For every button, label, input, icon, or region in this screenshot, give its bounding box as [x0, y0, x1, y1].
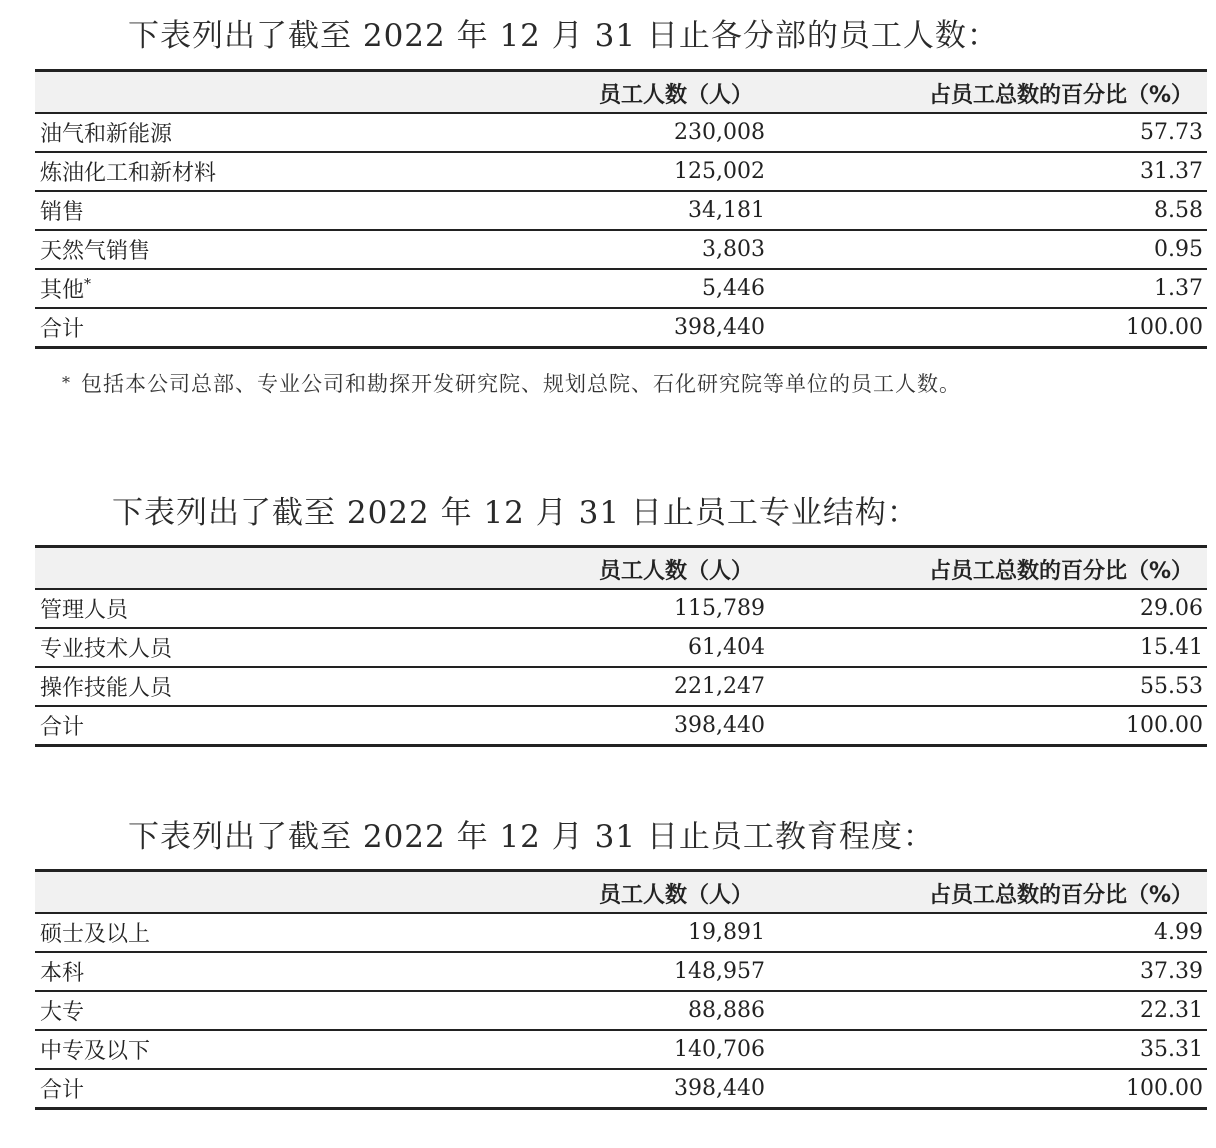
row-label: 专业技术人员 — [35, 628, 290, 667]
row-label: 硕士及以上 — [35, 913, 290, 952]
table-row — [35, 1030, 1207, 1069]
profession-intro: 下表列出了截至 2022 年 12 月 31 日止员工专业结构： — [112, 495, 919, 531]
header-label — [35, 547, 290, 590]
row-percent: 35.31 — [765, 1030, 1207, 1069]
row-count: 398,440 — [290, 706, 765, 746]
row-label: 合计 — [35, 1069, 290, 1109]
row-count: 140,706 — [290, 1030, 765, 1069]
row-label: 大专 — [35, 991, 290, 1030]
row-percent: 100.00 — [765, 1069, 1207, 1109]
row-label: 合计 — [35, 706, 290, 746]
table-header-row — [35, 71, 1207, 114]
header-label — [35, 871, 290, 914]
header-label — [35, 71, 290, 114]
row-percent: 22.31 — [765, 991, 1207, 1030]
row-percent: 15.41 — [765, 628, 1207, 667]
row-label-cell — [35, 269, 290, 308]
row-label: 其他 — [40, 278, 85, 303]
segment-intro: 下表列出了截至 2022 年 12 月 31 日止各分部的员工人数： — [128, 18, 999, 54]
header-percent: 占员工总数的百分比（%） — [765, 547, 1207, 590]
row-count: 3,803 — [290, 230, 765, 269]
table-row — [35, 628, 1207, 667]
row-count: 88,886 — [290, 991, 765, 1030]
segment-table — [35, 69, 1207, 349]
table-row — [35, 589, 1207, 628]
table-row — [35, 667, 1207, 706]
row-count: 398,440 — [290, 308, 765, 348]
table-total-row — [35, 706, 1207, 746]
row-percent: 37.39 — [765, 952, 1207, 991]
table-header-row — [35, 547, 1207, 590]
row-percent: 29.06 — [765, 589, 1207, 628]
row-label: 操作技能人员 — [35, 667, 290, 706]
table-row — [35, 991, 1207, 1030]
table-row — [35, 152, 1207, 191]
row-label: 天然气销售 — [35, 230, 290, 269]
row-percent: 100.00 — [765, 706, 1207, 746]
row-percent: 31.37 — [765, 152, 1207, 191]
row-count: 148,957 — [290, 952, 765, 991]
table-row — [35, 230, 1207, 269]
table-row — [35, 113, 1207, 152]
header-percent: 占员工总数的百分比（%） — [765, 871, 1207, 914]
footnote-text: 包括本公司总部、专业公司和勘探开发研究院、规划总院、石化研究院等单位的员工人数。 — [81, 372, 961, 396]
row-count: 19,891 — [290, 913, 765, 952]
table-row — [35, 913, 1207, 952]
row-count: 115,789 — [290, 589, 765, 628]
row-label: 油气和新能源 — [35, 113, 290, 152]
row-label: 合计 — [35, 308, 290, 348]
row-percent: 100.00 — [765, 308, 1207, 348]
footnote-marker: * — [84, 276, 92, 293]
footnote-mark: * — [62, 373, 71, 392]
profession-table — [35, 545, 1207, 747]
row-label: 本科 — [35, 952, 290, 991]
row-percent: 57.73 — [765, 113, 1207, 152]
row-count: 34,181 — [290, 191, 765, 230]
row-label: 炼油化工和新材料 — [35, 152, 290, 191]
row-count: 230,008 — [290, 113, 765, 152]
row-percent: 55.53 — [765, 667, 1207, 706]
row-percent: 4.99 — [765, 913, 1207, 952]
table-header-row — [35, 871, 1207, 914]
table-row — [35, 952, 1207, 991]
row-count: 5,446 — [290, 269, 765, 308]
row-count: 61,404 — [290, 628, 765, 667]
header-count: 员工人数（人） — [290, 547, 765, 590]
row-label: 销售 — [35, 191, 290, 230]
education-table — [35, 869, 1207, 1110]
table-total-row — [35, 308, 1207, 348]
row-label: 中专及以下 — [35, 1030, 290, 1069]
table-row — [35, 269, 1207, 308]
row-count: 221,247 — [290, 667, 765, 706]
header-count: 员工人数（人） — [290, 71, 765, 114]
table-row — [35, 191, 1207, 230]
header-percent: 占员工总数的百分比（%） — [765, 71, 1207, 114]
row-count: 125,002 — [290, 152, 765, 191]
row-percent: 1.37 — [765, 269, 1207, 308]
row-label: 管理人员 — [35, 589, 290, 628]
row-percent: 0.95 — [765, 230, 1207, 269]
header-count: 员工人数（人） — [290, 871, 765, 914]
row-count: 398,440 — [290, 1069, 765, 1109]
education-intro: 下表列出了截至 2022 年 12 月 31 日止员工教育程度： — [128, 819, 935, 855]
footnote — [62, 368, 961, 398]
row-percent: 8.58 — [765, 191, 1207, 230]
table-total-row — [35, 1069, 1207, 1109]
